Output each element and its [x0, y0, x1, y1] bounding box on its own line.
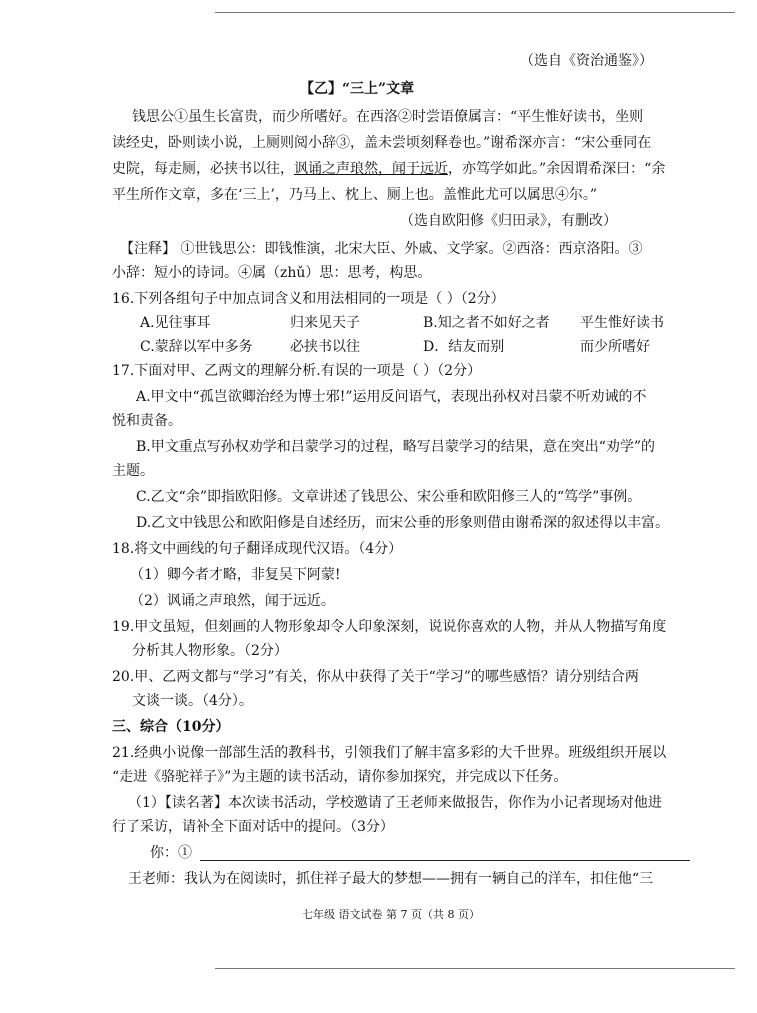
title-yi: 【乙】“三上”文章	[300, 81, 415, 97]
q19-line-2: 分析其人物形象。（2分）	[132, 643, 288, 659]
q20-line-2: 文谈一谈。（4分）。	[132, 693, 253, 709]
source-jia: （选自《资治通鉴》）	[520, 53, 653, 69]
answer-blank-line	[200, 860, 690, 861]
q21-teacher-reply: 王老师：我认为在阅读时，抓住祥子最大的梦想——拥有一辆自己的洋车，扣住他“三	[128, 871, 654, 887]
q16-option-b2: 平生惟好读书	[580, 315, 664, 331]
passage-line-3-start: 史院，每走厕，必挟书以往，	[112, 161, 294, 177]
q21-task1-line1: （1）【读名著】本次读书活动，学校邀请了王老师来做报告，你作为小记者现场对他进	[128, 795, 662, 811]
q17-option-c: C.乙文“余”即指欧阳修。文章讲述了钱思公、宋公垂和欧阳修三人的“笃学”事例。	[136, 489, 642, 505]
bottom-scan-edge	[215, 968, 735, 969]
notes-line-1: 【注释】 ①世钱思公：即钱惟演，北宋大臣、外戚、文学家。②西洛：西京洛阳。③	[120, 241, 643, 257]
q17-option-a-line1: A.甲文中“孤岂欲卿治经为博士邪!”运用反问语气，表现出孙权对吕蒙不听劝诫的不	[136, 389, 647, 405]
passage-line-3	[112, 160, 665, 178]
q16-option-a1: A.见往事耳	[140, 315, 211, 331]
q17-option-d: D.乙文中钱思公和欧阳修是自述经历，而宋公垂的形象则借由谢希深的叙述得以丰富。	[136, 515, 670, 531]
passage-line-3-end: ，亦笃学如此。”余因谓希深曰：“余	[448, 161, 666, 177]
underlined-sentence: 讽诵之声琅然，闻于远近	[294, 161, 448, 177]
q17-option-b-line1: B.甲文重点写孙权劝学和吕蒙学习的过程，略写吕蒙学习的结果，意在突出“劝学”的	[136, 439, 656, 455]
passage-line-4: 平生所作文章，多在‘三上’，乃马上、枕上、厕上也。盖惟此尤可以属思④尔。”	[112, 187, 598, 203]
q18-stem: 18.将文中画线的句子翻译成现代汉语。（4分）	[112, 541, 403, 557]
source-yi: （选自欧阳修《归田录》，有删改）	[400, 213, 617, 229]
notes-line-2: 小辞：短小的诗词。④属（zhǔ）思：思考，构思。	[112, 265, 432, 281]
q17-option-a-line2: 悦和责备。	[112, 413, 182, 429]
q18-sentence-1: （1）卿今者才略，非复吴下阿蒙!	[130, 567, 341, 583]
q16-option-c1: C.蒙辞以军中多务	[140, 339, 253, 355]
page-footer: 七年级 语文试卷 第 7 页（共 8 页）	[302, 908, 480, 921]
passage-line-2: 读经史，卧则读小说，上厕则阅小辞③，盖未尝顷刻释卷也。”谢希深亦言：“宋公垂同在	[112, 135, 652, 151]
q16-stem: 16.下列各组句子中加点词含义和用法相同的一项是（ ）（2分）	[112, 291, 505, 307]
q17-stem: 17.下面对甲、乙两文的理解分析.有误的一项是（ ）（2分）	[112, 363, 482, 379]
passage-line-1: 钱思公①虽生长富贵，而少所嗜好。在西洛②时尝语僚属言：“平生惟好读书，坐则	[132, 109, 644, 125]
q21-task1-line2: 行了采访，请补全下面对话中的提问。（3分）	[112, 819, 394, 835]
q16-option-d2: 而少所嗜好	[580, 339, 650, 355]
section-3-heading: 三、综合（10分）	[112, 719, 230, 735]
q21-line-2: “走进《骆驼祥子》”为主题的读书活动，请你参加探究，并完成以下任务。	[112, 769, 568, 785]
top-scan-edge	[215, 12, 735, 13]
q19-line-1: 19.甲文虽短，但刻画的人物形象却令人印象深刻，说说你喜欢的人物，并从人物描写角度	[112, 619, 667, 635]
q20-line-1: 20.甲、乙两文都与“学习”有关，你从中获得了关于“学习”的哪些感悟？请分别结合两	[112, 669, 639, 685]
q21-line-1: 21.经典小说像一部部生活的教科书，引领我们了解丰富多彩的大千世界。班级组织开展以	[112, 745, 667, 761]
q16-option-c2: 必挟书以往	[290, 339, 360, 355]
q21-you-prompt: 你：①	[150, 845, 192, 861]
q17-option-b-line2: 主题。	[112, 463, 154, 479]
q18-sentence-2: （2）讽诵之声琅然，闻于远近。	[130, 593, 335, 609]
q16-option-d1: D．结友而别	[423, 339, 505, 355]
q16-option-a2: 归来见天子	[290, 315, 360, 331]
q16-option-b1: B.知之者不如好之者	[423, 315, 550, 331]
